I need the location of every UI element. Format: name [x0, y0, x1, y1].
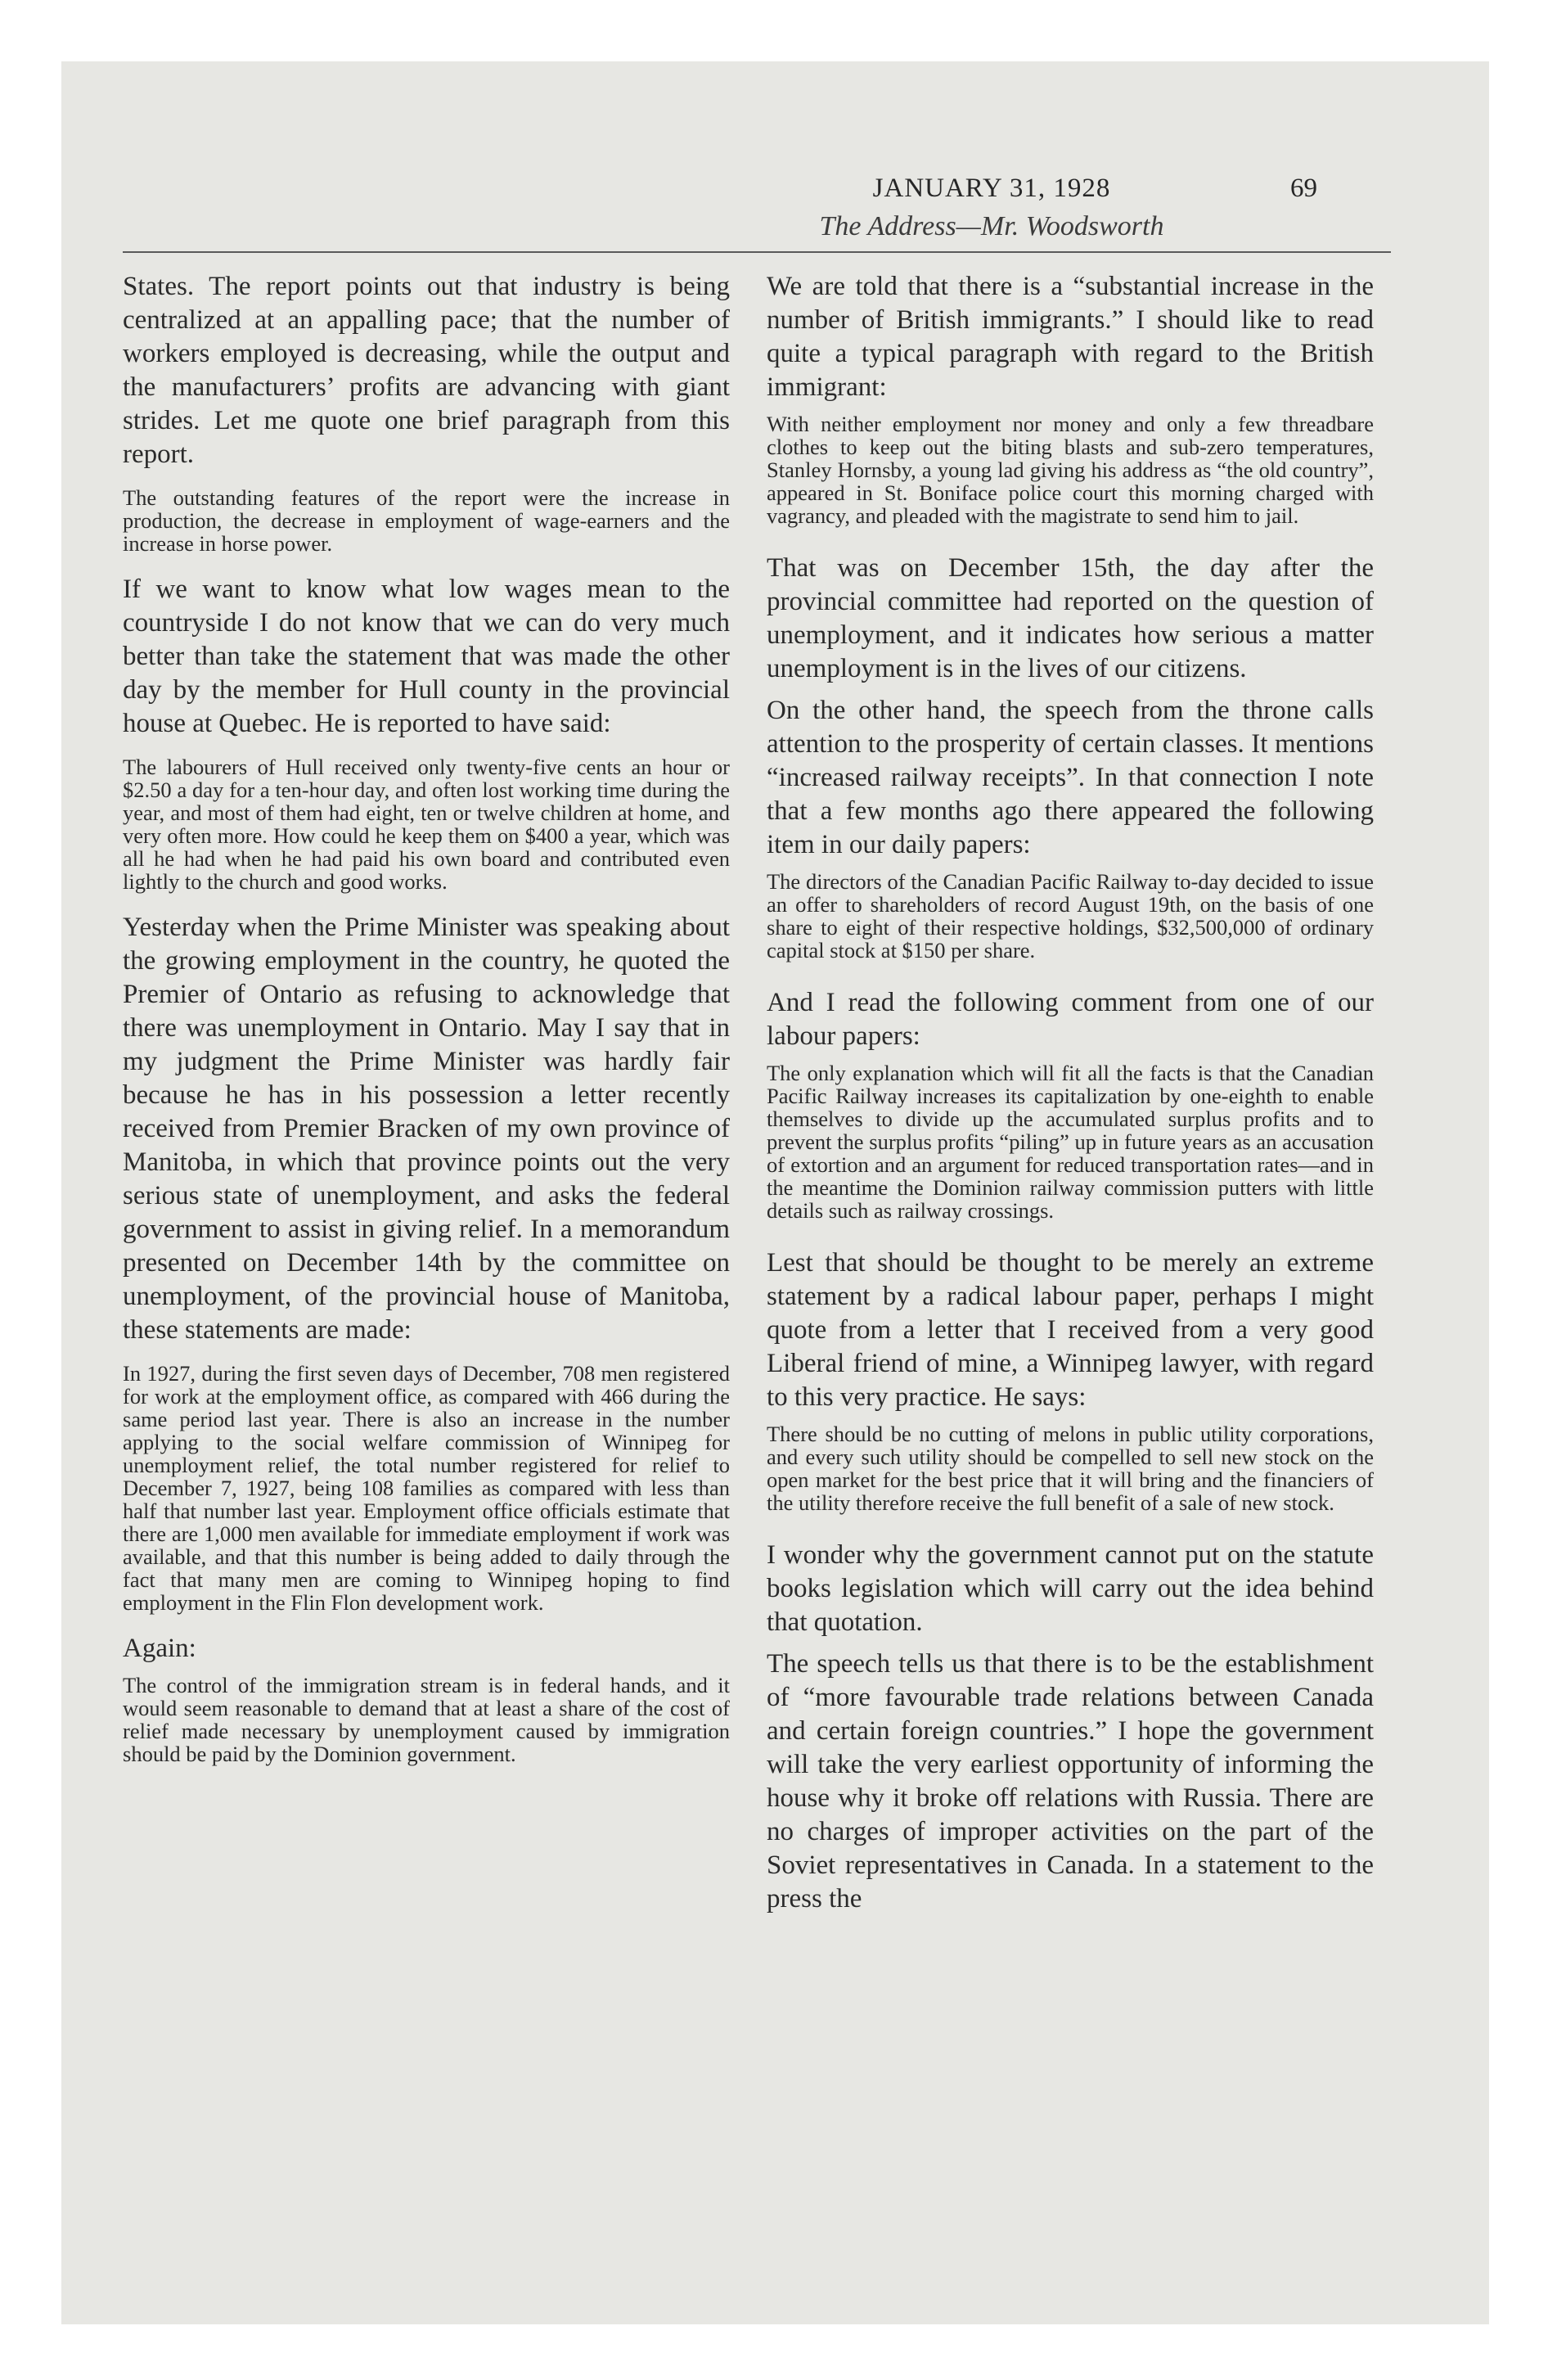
left-column — [123, 270, 730, 1783]
block-quote: There should be no cutting of melons in public utility corporations, and every such utility should be compelled to sell new stock on the open market for the best price that it will bring and the financiers of the utility therefore receive the full benefit of a sale of new stock. — [767, 1422, 1374, 1515]
body-paragraph: Lest that should be thought to be merely an extreme statement by a radical labour paper, perhaps I might quote from a letter that I received from a very good Liberal friend of mine, a Winnipeg lawyer, with regard to this very practice. He says: — [767, 1248, 1374, 1412]
block-quote: The only explanation which will fit all the facts is that the Canadian Pacific Railway increases its capitalization by one-eighth to enable themselves to divide up the accumulated surplus profits and to prevent the surplus profits “piling” up in future years as an accusation of extortion and an argument for reduced transportation rates—and in the meantime the Dominion railway commission putters with little details such as railway crossings. — [767, 1061, 1374, 1223]
block-quote: The outstanding features of the report were the increase in production, the decrease in employment of wage-earners and the increase in horse power. — [123, 485, 730, 556]
block-quote: The directors of the Canadian Pacific Railway to-day decided to issue an offer to shareholders of record August 19th, on the basis of one share to eight of their respective holdings, $32,500,000 of ordinary capital stock at $150 per share. — [767, 869, 1374, 962]
body-paragraph: And I read the following comment from one of our labour papers: — [767, 988, 1374, 1051]
body-paragraph: We are told that there is a “substantial increase in the number of British immigrants.” I should like to read quite a typical paragraph with regard to the British immigrant: — [767, 272, 1374, 402]
block-quote: In 1927, during the first seven days of December, 708 men registered for work at the employment office, as compared with 466 during the same period last year. There is also an increase in the number applying to the social welfare commission of Winnipeg for unemployment relief, the total number registered for relief to December 7, 1927, being 108 families as compared with less than half that number last year. Employment office officials estimate that there are 1,000 men available for immediate employment if work was available, and that this number is being added to daily through the fact that many men are coming to Winnipeg hoping to find employment in the Flin Flon development work. — [123, 1361, 730, 1615]
block-quote: With neither employment nor money and only a few threadbare clothes to keep out the biting blasts and sub-zero temperatures, Stanley Hornsby, a young lad giving his address as “the old country”, appeared in St. Boniface police court this morning charged with vagrancy, and pleaded with the magistrate to send him to jail. — [767, 412, 1374, 528]
body-paragraph: States. The report points out that industry is being centralized at an appalling pace; that the number of workers employed is decreasing, while the output and the manufacturers’ profits are advancing with giant strides. Let me quote one brief paragraph from this report. — [123, 272, 730, 469]
body-paragraph: On the other hand, the speech from the throne calls attention to the prosperity of certain classes. It mentions “increased railway receipts”. In that connection I note that a few months ago there appeared the following item in our daily papers: — [767, 696, 1374, 859]
header-rule — [123, 251, 1391, 253]
body-paragraph: I wonder why the government cannot put on the statute books legislation which will carry out the idea behind that quotation. — [767, 1540, 1374, 1637]
running-head: The Address—Mr. Woodsworth — [819, 211, 1164, 241]
body-paragraph: Again: — [123, 1634, 196, 1663]
page-date: JANUARY 31, 1928 — [872, 174, 1111, 203]
body-paragraph: That was on December 15th, the day after the provincial committee had reported on the question of unemployment, and it indicates how serious a matter unemployment is in the lives of our citizens. — [767, 553, 1374, 683]
block-quote: The control of the immigration stream is in federal hands, and it would seem reasonable to demand that at least a share of the cost of relief made necessary by unemployment caused by immigration should be paid by the Dominion government. — [123, 1673, 730, 1766]
block-quote: The labourers of Hull received only twenty-five cents an hour or $2.50 a day for a ten-hour day, and often lost working time during the year, and most of them had eight, ten or twelve children at home, and very often more. How could he keep them on $400 a year, which was all he had when he had paid his own board and contributed even lightly to the church and good works. — [123, 755, 730, 894]
body-paragraph: Yesterday when the Prime Minister was speaking about the growing employment in the country, he quoted the Premier of Ontario as refusing to acknowledge that there was unemployment in Ontario. May I say that in my judgment the Prime Minister was hardly fair because he has in his possession a letter recently received from Premier Bracken of my own province of Manitoba, in which that province points out the very serious state of unemployment, and asks the federal government to assist in giving relief. In a memorandum presented on December 14th by the committee on unemployment, of the provincial house of Manitoba, these statements are made: — [123, 913, 730, 1345]
page-number: 69 — [1290, 174, 1317, 203]
body-paragraph: If we want to know what low wages mean to the countryside I do not know that we can do very much better than take the statement that was made the other day by the member for Hull county in the provincial house at Quebec. He is reported to have said: — [123, 575, 730, 738]
body-paragraph: The speech tells us that there is to be the establishment of “more favourable trade relations between Canada and certain foreign countries.” I hope the government will take the very earliest opportunity of informing the house why it broke off relations with Russia. There are no charges of improper activities on the part of the Soviet representatives in Canada. In a statement to the press the — [767, 1649, 1374, 1913]
right-column — [767, 270, 1374, 1924]
